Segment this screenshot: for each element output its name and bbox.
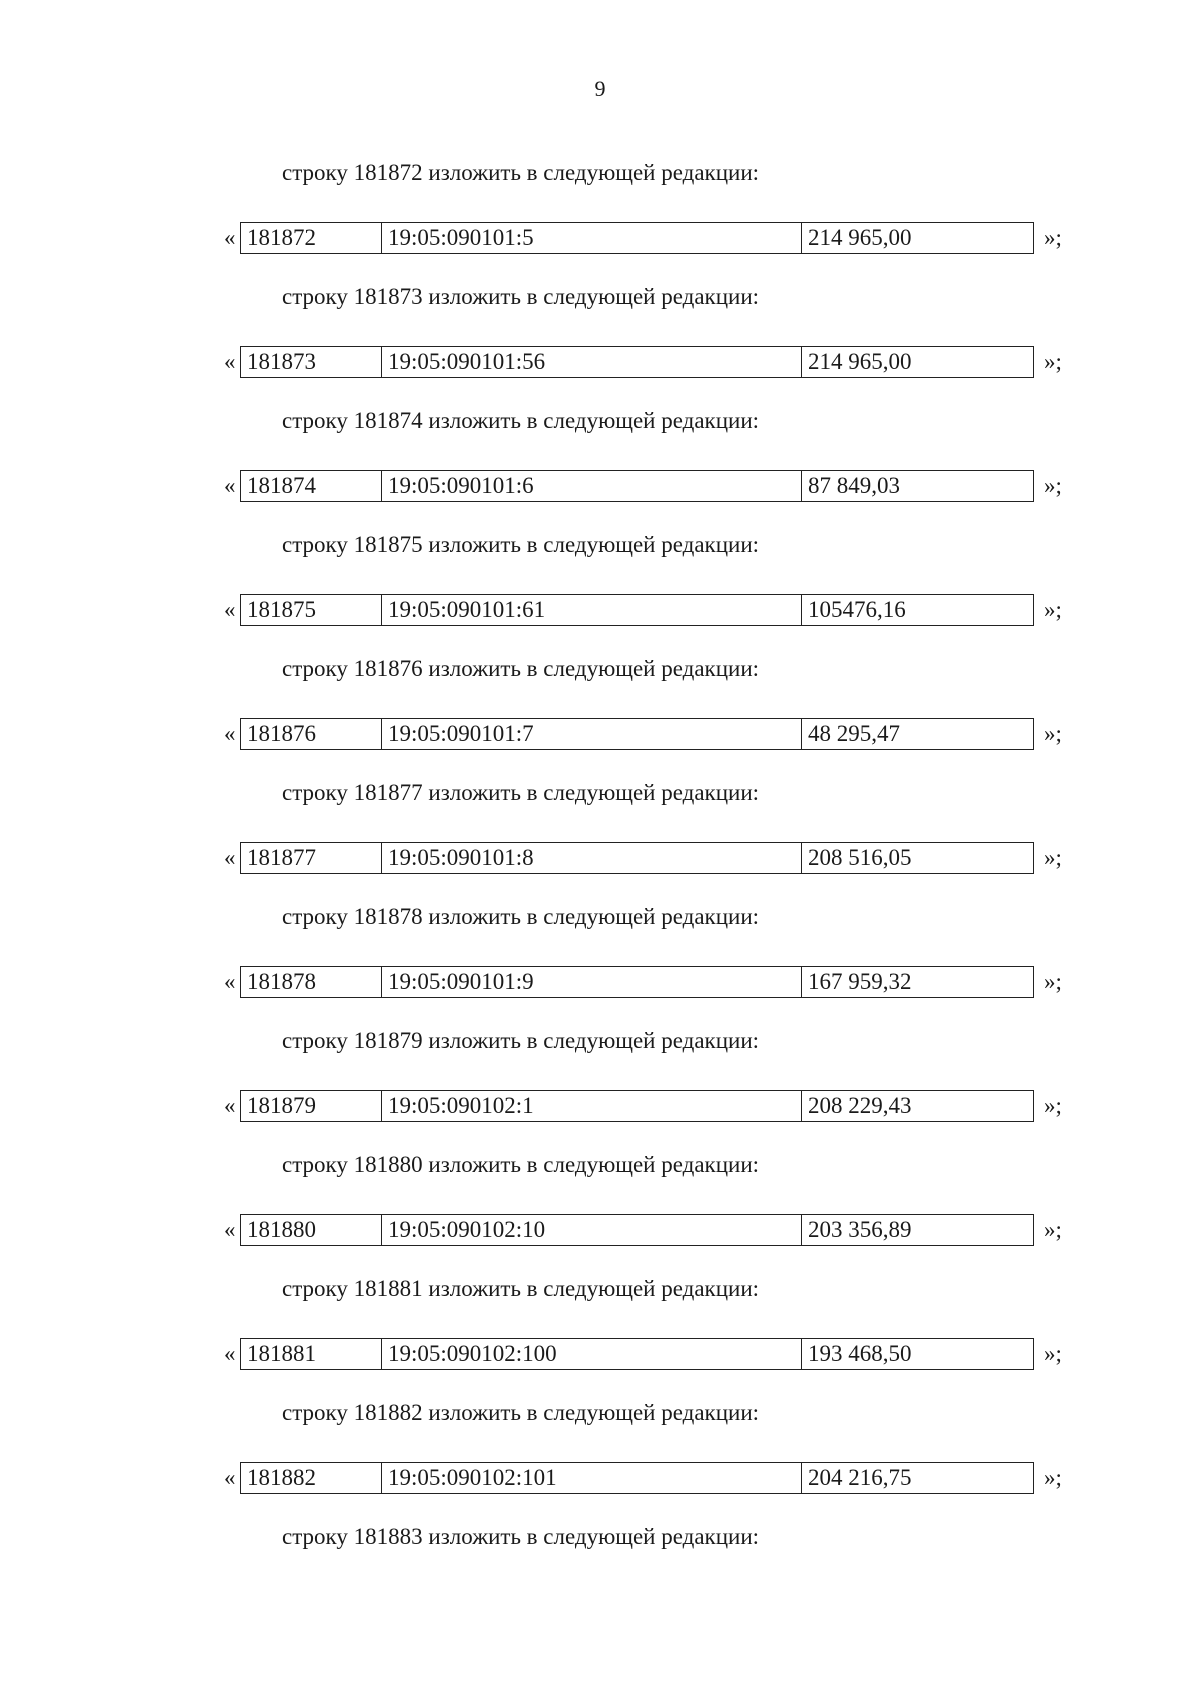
row-number-cell: 181882 [241, 1463, 382, 1493]
row-number-cell: 181875 [241, 595, 382, 625]
cadastral-value-cell: 203 356,89 [808, 1217, 912, 1242]
amendment-instruction: строку 181882 изложить в следующей редакции: [282, 1400, 760, 1425]
opening-quote: « [224, 721, 236, 746]
table-row [240, 594, 1034, 626]
amendment-instruction: строку 181881 изложить в следующей редакции: [282, 1276, 760, 1301]
table-row [240, 718, 1034, 750]
cadastral-number-cell: 19:05:090102:1 [382, 1091, 802, 1121]
amendment-instruction: строку 181875 изложить в следующей редакции: [282, 532, 760, 557]
cadastral-value-cell: 87 849,03 [808, 473, 900, 498]
amendment-entry [0, 406, 1200, 530]
table-row [240, 1338, 1034, 1370]
closing-quote: »; [1044, 969, 1062, 994]
opening-quote: « [224, 1217, 236, 1242]
amendment-entry [0, 654, 1200, 778]
amendment-entry [0, 158, 1200, 282]
quoted-table-row [224, 1462, 1074, 1494]
cadastral-number-cell: 19:05:090102:10 [382, 1215, 802, 1245]
closing-quote: »; [1044, 1465, 1062, 1490]
opening-quote: « [224, 225, 236, 250]
closing-quote: »; [1044, 845, 1062, 870]
opening-quote: « [224, 969, 236, 994]
closing-quote: »; [1044, 1217, 1062, 1242]
cadastral-number-cell: 19:05:090101:6 [382, 471, 802, 501]
closing-quote: »; [1044, 473, 1062, 498]
opening-quote: « [224, 349, 236, 374]
row-number-cell: 181877 [241, 843, 382, 873]
quoted-table-row [224, 842, 1074, 874]
closing-quote: »; [1044, 1093, 1062, 1118]
cadastral-value-cell: 204 216,75 [808, 1465, 912, 1490]
amendment-instruction: строку 181877 изложить в следующей редакции: [282, 780, 760, 805]
cadastral-value-cell: 48 295,47 [808, 721, 900, 746]
closing-quote: »; [1044, 1341, 1062, 1366]
row-number-cell: 181881 [241, 1339, 382, 1369]
amendment-entry [0, 1026, 1200, 1150]
cadastral-number-cell: 19:05:090101:56 [382, 347, 802, 377]
cadastral-value-cell: 167 959,32 [808, 969, 912, 994]
cadastral-value-cell: 193 468,50 [808, 1341, 912, 1366]
quoted-table-row [224, 222, 1074, 254]
closing-quote: »; [1044, 349, 1062, 374]
cadastral-value-cell: 208 229,43 [808, 1093, 912, 1118]
row-number-cell: 181878 [241, 967, 382, 997]
amendment-instruction: строку 181873 изложить в следующей редакции: [282, 284, 760, 309]
cadastral-number-cell: 19:05:090101:5 [382, 223, 802, 253]
row-number-cell: 181873 [241, 347, 382, 377]
page-number: 9 [594, 76, 606, 101]
table-row [240, 470, 1034, 502]
table-row [240, 842, 1034, 874]
amendment-entry [0, 1522, 1200, 1646]
cadastral-number-cell: 19:05:090102:101 [382, 1463, 802, 1493]
row-number-cell: 181880 [241, 1215, 382, 1245]
amendment-entry [0, 530, 1200, 654]
amendment-instruction: строку 181883 изложить в следующей редакции: [282, 1524, 760, 1549]
cadastral-number-cell: 19:05:090101:8 [382, 843, 802, 873]
amendment-instruction: строку 181880 изложить в следующей редакции: [282, 1152, 760, 1177]
row-number-cell: 181874 [241, 471, 382, 501]
opening-quote: « [224, 1465, 236, 1490]
table-row [240, 222, 1034, 254]
amendment-entry [0, 1150, 1200, 1274]
quoted-table-row [224, 1214, 1074, 1246]
cadastral-value-cell: 208 516,05 [808, 845, 912, 870]
opening-quote: « [224, 1093, 236, 1118]
amendment-instruction: строку 181878 изложить в следующей редакции: [282, 904, 760, 929]
cadastral-number-cell: 19:05:090101:9 [382, 967, 802, 997]
cadastral-number-cell: 19:05:090102:100 [382, 1339, 802, 1369]
opening-quote: « [224, 597, 236, 622]
table-row [240, 1090, 1034, 1122]
cadastral-number-cell: 19:05:090101:61 [382, 595, 802, 625]
cadastral-number-cell: 19:05:090101:7 [382, 719, 802, 749]
closing-quote: »; [1044, 721, 1062, 746]
cadastral-value-cell: 105476,16 [808, 597, 906, 622]
quoted-table-row [224, 470, 1074, 502]
amendment-instruction: строку 181872 изложить в следующей редакции: [282, 160, 760, 185]
quoted-table-row [224, 718, 1074, 750]
row-number-cell: 181876 [241, 719, 382, 749]
quoted-table-row [224, 346, 1074, 378]
amendment-entry [0, 778, 1200, 902]
row-number-cell: 181879 [241, 1091, 382, 1121]
amendment-instruction: строку 181879 изложить в следующей редакции: [282, 1028, 760, 1053]
table-row [240, 966, 1034, 998]
row-number-cell: 181872 [241, 223, 382, 253]
table-row [240, 1462, 1034, 1494]
amendment-entry [0, 902, 1200, 1026]
table-row [240, 1214, 1034, 1246]
closing-quote: »; [1044, 225, 1062, 250]
quoted-table-row [224, 594, 1074, 626]
table-row [240, 346, 1034, 378]
quoted-table-row [224, 1090, 1074, 1122]
amendment-entry [0, 282, 1200, 406]
closing-quote: »; [1044, 597, 1062, 622]
cadastral-value-cell: 214 965,00 [808, 349, 912, 374]
quoted-table-row [224, 1338, 1074, 1370]
cadastral-value-cell: 214 965,00 [808, 225, 912, 250]
amendment-list [0, 158, 1200, 1646]
amendment-entry [0, 1398, 1200, 1522]
quoted-table-row [224, 966, 1074, 998]
opening-quote: « [224, 845, 236, 870]
opening-quote: « [224, 1341, 236, 1366]
amendment-instruction: строку 181874 изложить в следующей редакции: [282, 408, 760, 433]
amendment-instruction: строку 181876 изложить в следующей редакции: [282, 656, 760, 681]
amendment-entry [0, 1274, 1200, 1398]
opening-quote: « [224, 473, 236, 498]
